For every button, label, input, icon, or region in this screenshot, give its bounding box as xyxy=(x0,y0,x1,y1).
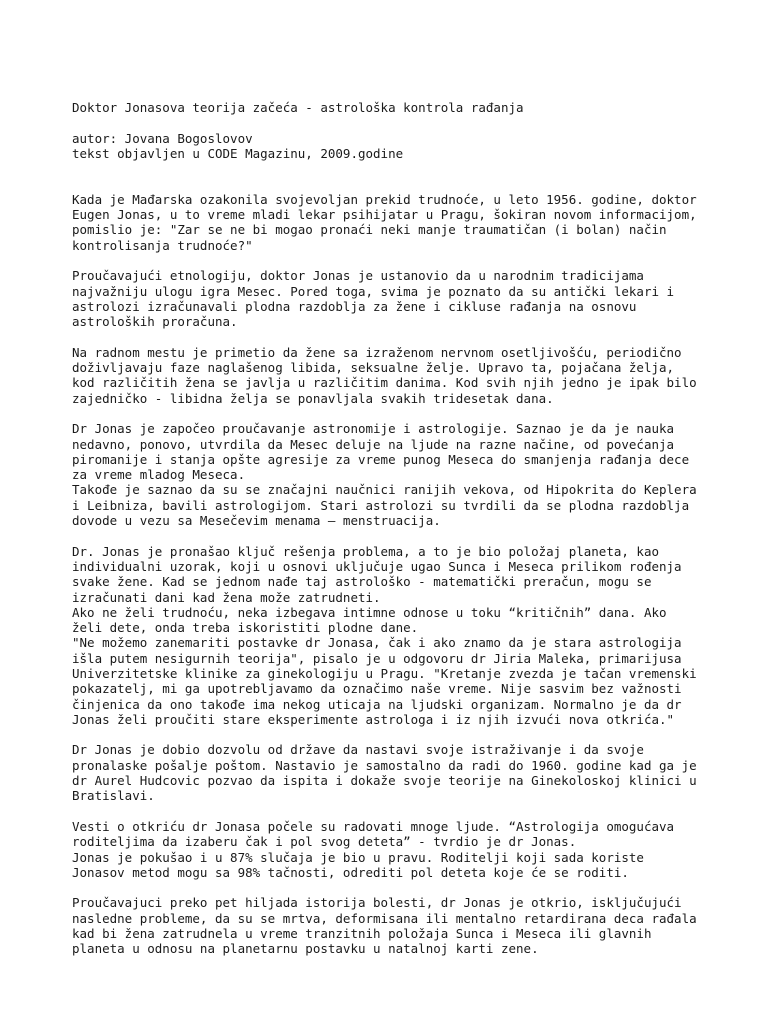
paragraph-line: činjenica da ono takođe ima nekog uticaja na ljudski organizam. Normalno je da dr xyxy=(72,696,682,712)
paragraph-line: pronalaske pošalje poštom. Nastavio je samostalno da radi do 1960. godine kad ga je xyxy=(72,757,697,773)
paragraph-line: Ako ne želi trudnoću, neka izbegava intimne odnose u toku “kritičnih” dana. Ako xyxy=(72,604,667,620)
paragraph-line: roditeljima da izaberu čak i pol svog deteta” - tvrdio je dr Jonas. xyxy=(72,834,577,850)
paragraph-line: Dr. Jonas je pronašao ključ rešenja problema, a to je bio položaj planeta, kao xyxy=(72,543,659,559)
paragraph-line: Na radnom mestu je primetio da žene sa izraženom nervnom osetljivošću, periodično xyxy=(72,344,682,360)
paragraph-line: Jonas je pokušao i u 87% slučaja je bio u pravu. Roditelji koji sada koriste xyxy=(72,849,644,865)
paragraph-line: Vesti o otkriću dr Jonasa počele su radovati mnoge ljude. “Astrologija omogućava xyxy=(72,818,675,834)
paragraph-line: astrolozi izračunavali plodna razdoblja za žene i cikluse rađanja na osnovu xyxy=(72,298,637,314)
paragraph-line: pokazatelj, mi ga upotrebljavamo da označimo naše vreme. Nije sasvim bez važnosti xyxy=(72,681,682,697)
paragraph-line: Bratislavi. xyxy=(72,788,155,804)
paragraph-line: Jonas želi proučiti stare eksperimente astrologa i iz njih izvući nova otkrića." xyxy=(72,711,675,727)
paragraph-line: Dr Jonas je dobio dozvolu od države da nastavi svoje istraživanje i da svoje xyxy=(72,742,644,758)
paragraph-line: želi dete, onda treba iskoristiti plodne dane. xyxy=(72,620,419,636)
paragraph-line: pomislio je: "Zar se ne bi mogao pronaći neki manje traumatičan (i bolan) način xyxy=(72,222,667,238)
paragraph xyxy=(72,268,712,329)
paragraph-line: izračunati dani kad žena može zatrudneti. xyxy=(72,589,381,605)
paragraph xyxy=(72,192,712,253)
paragraph-line: kontrolisanja trudnoće?" xyxy=(72,237,253,253)
paragraph xyxy=(72,819,712,880)
paragraph-line: i Leibniza, bavili astrologijom. Stari astrolozi su tvrdili da se plodna razdoblja xyxy=(72,497,690,513)
paragraph-line: "Ne možemo zanemariti postavke dr Jonasa, čak i ako znamo da je stara astrologija xyxy=(72,635,682,651)
paragraph-line: kod različitih žena se javlja u različitim danima. Kod svih njih jedno je ipak bilo xyxy=(72,375,697,391)
paragraph xyxy=(72,895,712,956)
paragraph-line: najvažniju ulogu igra Mesec. Pored toga, svima je poznato da su antički lekari i xyxy=(72,283,675,299)
paragraph-line: nasledne probleme, da su se mrtva, deformisana ili mentalno retardirana deca rađala xyxy=(72,910,697,926)
paragraph-line: dovode u vezu sa Mesečevim menama – menstruacija. xyxy=(72,513,441,529)
paragraph-line: zajedničko - libidna želja se ponavljala svakih tridesetak dana. xyxy=(72,390,554,406)
paragraph-line: Proučavajući etnologiju, doktor Jonas je ustanovio da u narodnim tradicijama xyxy=(72,268,644,284)
paragraph-line: Dr Jonas je započeo proučavanje astronomije i astrologije. Saznao je da je nauka xyxy=(72,421,675,437)
paragraph-line: Kada je Mađarska ozakonila svojevoljan prekid trudnoće, u leto 1956. godine, doktor xyxy=(72,191,697,207)
paragraph xyxy=(72,345,712,406)
paragraph-line: doživljavaju faze naglašenog libida, seksualne želje. Upravo ta, pojačana želja, xyxy=(72,360,675,376)
paragraph xyxy=(72,742,712,803)
author-line: autor: Jovana Bogoslovov xyxy=(72,130,253,146)
document-title-block xyxy=(72,100,712,115)
paragraph-line: piromanije i stanja opšte agresije za vreme punog Meseca do smanjenja rađanja dece xyxy=(72,451,690,467)
byline-block xyxy=(72,131,712,162)
paragraph-line: planeta u odnosu na planetarnu postavku u natalnoj karti zene. xyxy=(72,941,539,957)
paragraph-line: Jonasov metod mogu sa 98% tačnosti, odrediti pol deteta koje će se roditi. xyxy=(72,864,629,880)
paragraph xyxy=(72,421,712,528)
paragraph-line: za vreme mladog Meseca. xyxy=(72,467,246,483)
document-page xyxy=(72,100,712,957)
paragraph-line: nedavno, ponovo, utvrdila da Mesec deluje na ljude na razne načine, od povećanja xyxy=(72,436,675,452)
paragraph-line: Proučavajuci preko pet hiljada istorija bolesti, dr Jonas je otkrio, isključujući xyxy=(72,895,682,911)
paragraph-line: individualni uzorak, koji u osnovi uključuje ugao Sunca i Meseca prilikom rođenja xyxy=(72,558,682,574)
paragraph-line: išla putem nesigurnih teorija", pisalo je u odgovoru dr Jiria Maleka, primarijusa xyxy=(72,650,682,666)
paragraph-line: kad bi žena zatrudnela u vreme tranzitnih položaja Sunca i Meseca ili glavnih xyxy=(72,926,652,942)
paragraph-line: dr Aurel Hudcovic pozvao da ispita i dokaže svoje teorije na Ginekoloskoj klinici u xyxy=(72,773,697,789)
publication-line: tekst objavljen u CODE Magazinu, 2009.godine xyxy=(72,145,404,161)
paragraph-line: Eugen Jonas, u to vreme mladi lekar psihijatar u Pragu, šokiran novom informacijom, xyxy=(72,207,697,223)
paragraph xyxy=(72,544,712,728)
paragraph-line: astroloških proračuna. xyxy=(72,314,238,330)
article-body xyxy=(72,192,712,957)
paragraph-line: Univerzitetske klinike za ginekologiju u Pragu. "Kretanje zvezda je tačan vremenski xyxy=(72,665,697,681)
paragraph-line: Takođe je saznao da su se značajni naučnici ranijih vekova, od Hipokrita do Keplera xyxy=(72,482,697,498)
paragraph-line: svake žene. Kad se jednom nađe taj astrološko - matematički preračun, mogu se xyxy=(72,574,652,590)
document-title: Doktor Jonasova teorija začeća - astrološka kontrola rađanja xyxy=(72,100,524,115)
